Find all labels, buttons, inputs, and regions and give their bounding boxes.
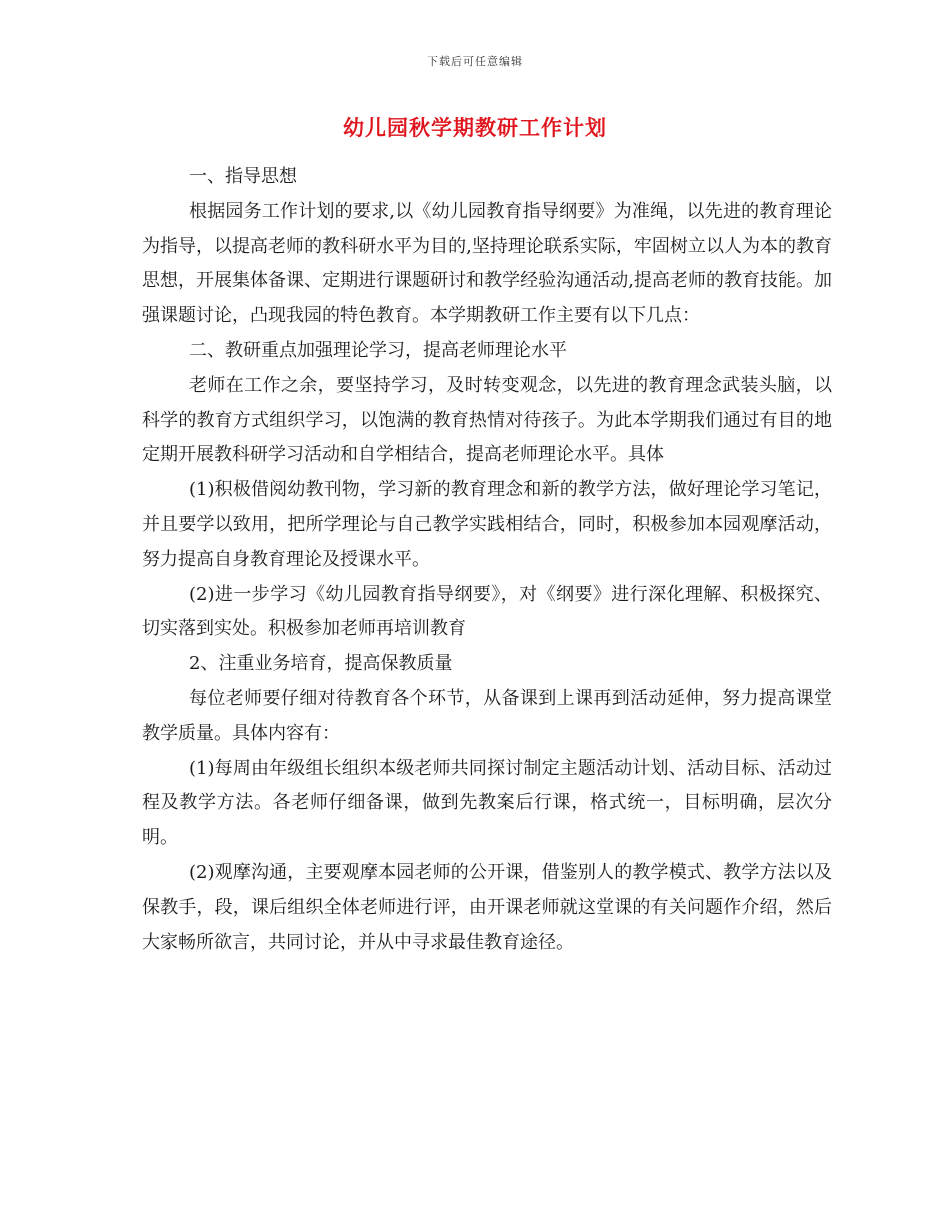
- heading-research-focus: 二、教研重点加强理论学习，提高老师理论水平: [189, 339, 567, 361]
- heading-business-training: 2、注重业务培育，提高保教质量: [189, 653, 453, 675]
- paragraph: 老师在工作之余，要坚持学习，及时转变观念，以先进的教育理念武装头脑，以科学的教育方式组织学习，以饱满的教育热情对待孩子。为此本学期我们通过有目的地定期开展教科研学习活动和自学相结合，提高老师理论水平。具体: [142, 374, 832, 466]
- list-item: (1)每周由年级组长组织本级老师共同探讨制定主题活动计划、活动目标、活动过程及教学方法。各老师仔细备课，做到先教案后行课，格式统一，目标明确，层次分明。: [142, 757, 832, 849]
- paragraph: 每位老师要仔细对待教育各个环节，从备课到上课再到活动延伸，努力提高课堂教学质量。具体内容有：: [142, 687, 832, 744]
- list-item: (1)积极借阅幼教刊物，学习新的教育理念和新的教学方法，做好理论学习笔记，并且要学以致用，把所学理论与自己教学实践相结合，同时，积极参加本园观摩活动，努力提高自身教育理论及授课水平。: [142, 479, 832, 570]
- heading-guiding-thought: 一、指导思想: [189, 166, 297, 187]
- list-item: (2)观摩沟通，主要观摩本园老师的公开课，借鉴别人的教学模式、教学方法以及保教手，段，课后组织全体老师进行评，由开课老师就这堂课的有关问题作介绍，然后大家畅所欲言，共同讨论，并从中寻求最佳教育途径。: [142, 861, 832, 953]
- paragraph: 根据园务工作计划的要求,以《幼儿园教育指导纲要》为准绳，以先进的教育理论为指导，以提高老师的教科研水平为目的,坚持理论联系实际，牢固树立以人为本的教育思想，开展集体备课、定期进行课题研讨和教学经验沟通活动,提高老师的教育技能。加强课题讨论，凸现我园的特色教育。本学期教研工作主要有以下几点：: [142, 200, 832, 327]
- list-item: (2)进一步学习《幼儿园教育指导纲要》，对《纲要》进行深化理解、积极探究、切实落到实处。积极参加老师再培训教育: [142, 583, 832, 640]
- document-body: [142, 160, 832, 960]
- document-title: 幼儿园秋学期教研工作计划: [343, 116, 607, 140]
- header-note: 下载后可任意编辑: [427, 55, 523, 68]
